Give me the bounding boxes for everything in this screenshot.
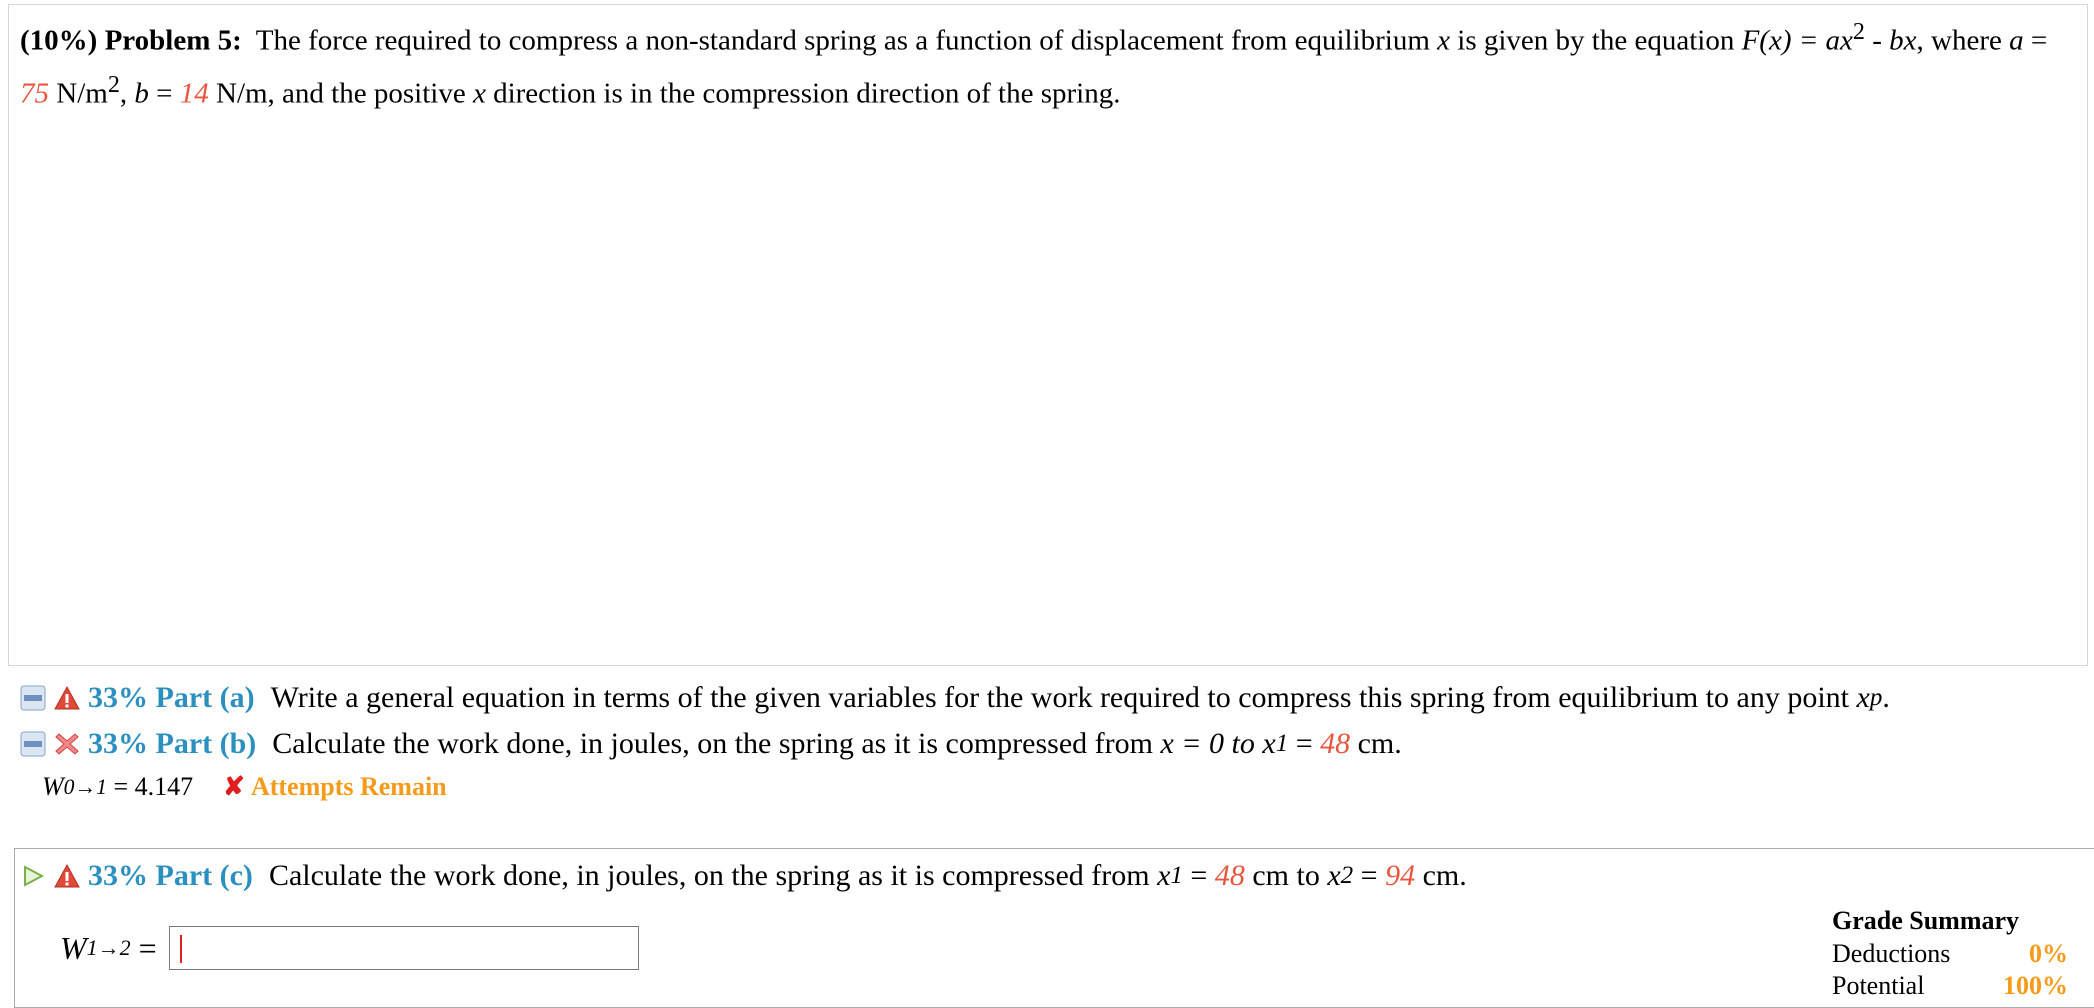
- part-c-input-var: W: [60, 929, 87, 966]
- expand-arrow-icon[interactable]: [20, 863, 46, 889]
- collapse-icon[interactable]: [20, 731, 46, 757]
- part-c-x2-value: 94: [1385, 859, 1416, 892]
- grade-summary: [1832, 904, 2072, 1002]
- x-direction-label: x: [472, 77, 486, 110]
- a-label: a: [2009, 24, 2024, 57]
- problem-equation: F(x) = ax: [1741, 24, 1853, 57]
- attempts-remain-text: Attempts Remain: [250, 772, 447, 801]
- b-unit: N/m, and the positive: [216, 77, 466, 110]
- part-c-x2-var: x: [1327, 859, 1341, 892]
- part-c-row[interactable]: 33% Part (c) Calculate the work done, in joules, on the spring as it is compressed from x 1 = 48 cm to x 2 = 94 cm.: [20, 854, 1467, 898]
- problem-label: Problem 5:: [104, 24, 242, 57]
- problem-text-1: The force required to compress a non-standard spring as a function of displacement from equilibrium: [255, 24, 1430, 57]
- part-b-unit: cm.: [1357, 727, 1402, 760]
- deductions-label: Deductions: [1832, 939, 1951, 968]
- part-b-answer: [42, 772, 447, 802]
- deductions-row: [1832, 938, 2072, 970]
- part-b-x1-sub: 1: [1275, 730, 1289, 757]
- problem-var-x: x: [1437, 24, 1451, 57]
- part-b-answer-var: W: [42, 772, 64, 801]
- problem-text-2: is given by the equation: [1457, 24, 1735, 57]
- problem-text-3: , where: [1916, 24, 2002, 57]
- incorrect-icon: [54, 731, 80, 757]
- deductions-value: 0%: [2029, 939, 2068, 968]
- part-b-text: Calculate the work done, in joules, on the spring as it is compressed from: [272, 727, 1153, 760]
- a-value: 75: [20, 77, 49, 110]
- part-c-mid: cm to: [1252, 859, 1320, 892]
- part-c-x1-var: x: [1157, 859, 1171, 892]
- part-a-var-sub: p: [1869, 684, 1883, 711]
- part-c-x1-sub: 1: [1170, 862, 1183, 889]
- part-b-x0: x = 0 to: [1160, 727, 1255, 760]
- part-a-label: 33% Part (a): [88, 681, 255, 714]
- problem-statement: (10%) Problem 5: The force required to compress a non-standard spring as a function of displacement from equilibrium x is given by the equation $F(x) = ax^2$ - bx, where a = 75 $N/m^2$, b = 14 N/m, and the positive x direction is in the compression direction of the spring.: [20, 18, 2048, 110]
- a-unit-exponent: 2: [107, 70, 120, 98]
- collapse-icon[interactable]: [20, 685, 46, 711]
- text-caret: [180, 935, 182, 963]
- problem-text-4: direction is in the compression direction of the spring.: [493, 77, 1121, 110]
- part-c-text: Calculate the work done, in joules, on the spring as it is compressed from: [268, 859, 1150, 892]
- part-b-answer-value: = 4.147: [113, 772, 194, 801]
- warning-icon: [54, 863, 80, 889]
- a-unit: N/m: [56, 77, 108, 110]
- part-b-x1-value: 48: [1320, 727, 1351, 760]
- b-value: 14: [179, 77, 209, 110]
- part-c-label: 33% Part (c): [88, 859, 253, 892]
- warning-icon: [54, 685, 80, 711]
- part-b-x1-var: x: [1262, 727, 1276, 760]
- grade-summary-title: Grade Summary: [1832, 906, 2020, 935]
- problem-weight: (10%): [20, 24, 98, 57]
- potential-row: [1832, 970, 2072, 1002]
- potential-label: Potential: [1832, 971, 1925, 1000]
- part-a-row[interactable]: [20, 676, 1890, 720]
- part-b-answer-sub: 0→1: [63, 774, 107, 799]
- part-c-unit: cm.: [1422, 859, 1467, 892]
- part-b-label: 33% Part (b): [88, 727, 257, 760]
- attempts-remain-badge: [223, 772, 446, 802]
- b-label: b: [134, 77, 149, 110]
- part-a-var: x: [1856, 681, 1870, 714]
- part-b-row[interactable]: 33% Part (b) Calculate the work done, in joules, on the spring as it is compressed from x = 0 to x 1 = 48 cm.: [20, 722, 1402, 766]
- x-mark-icon: ✘: [223, 772, 245, 801]
- part-a-text: Write a general equation in terms of the given variables for the work required to compress this spring from equilibrium to any point: [270, 681, 1849, 714]
- part-c-input-eq: =: [138, 929, 157, 966]
- answer-input[interactable]: [169, 926, 639, 970]
- part-a-end: .: [1882, 681, 1890, 714]
- part-c-x1-value: 48: [1214, 859, 1245, 892]
- potential-value: 100%: [2003, 971, 2068, 1000]
- equation-rest: - bx: [1865, 24, 1917, 57]
- part-c-input-sub: 1→2: [86, 935, 131, 960]
- part-c-x2-sub: 2: [1340, 862, 1354, 889]
- equation-exponent: 2: [1852, 18, 1865, 45]
- part-c-input-row: [60, 926, 639, 970]
